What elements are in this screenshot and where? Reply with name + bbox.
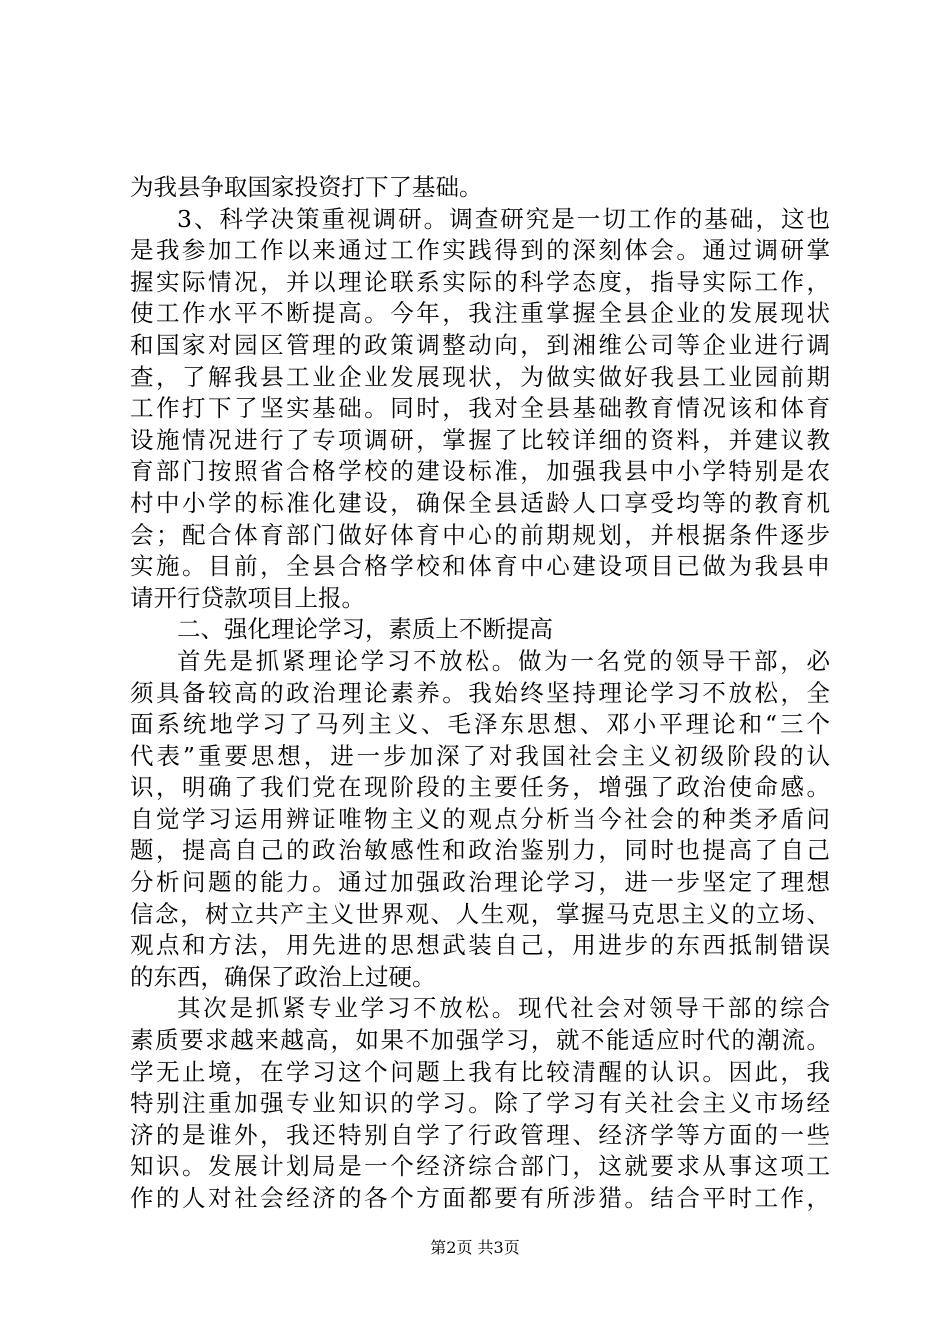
text-line: 3、科学决策重视调研。调查研究是一切工作的基础，这也 [177,204,830,233]
text-line: 实施。目前，全县合格学校和体育中心建设项目已做为我县申 [130,552,830,581]
text-line: 观点和方法，用先进的思想武装自己，用进步的东西抵制错误 [130,931,830,960]
text-line: 题，提高自己的政治敏感性和政治鉴别力，同时也提高了自己 [130,836,830,865]
text-line: 代表”重要思想，进一步加深了对我国社会主义初级阶段的认 [130,741,830,770]
text-line: 知识。发展计划局是一个经济综合部门，这就要求从事这项工 [130,1152,830,1181]
page-footer: 第2页 共3页 [430,1238,520,1257]
text-line: 育部门按照省合格学校的建设标准，加强我县中小学特别是农 [130,457,830,486]
text-line: 作的人对社会经济的各个方面都要有所涉猎。结合平时工作， [130,1184,830,1212]
text-line: 自觉学习运用辨证唯物主义的观点分析当今社会的种类矛盾问 [130,804,830,833]
text-line: 分析问题的能力。通过加强政治理论学习，进一步坚定了理想 [130,868,830,897]
text-line: 设施情况进行了专项调研，掌握了比较详细的资料，并建议教 [130,425,830,454]
text-line: 其次是抓紧专业学习不放松。现代社会对领导干部的综合 [177,994,830,1023]
text-line: 和国家对园区管理的政策调整动向，到湘维公司等企业进行调 [130,330,830,359]
text-line: 的东西，确保了政治上过硬。 [130,962,436,991]
text-line: 二、强化理论学习，素质上不断提高 [177,615,553,644]
text-line: 学无止境，在学习这个问题上我有比较清醒的认识。因此，我 [130,1057,830,1086]
text-line: 特别注重加强专业知识的学习。除了学习有关社会主义市场经 [130,1089,830,1118]
text-line: 须具备较高的政治理论素养。我始终坚持理论学习不放松，全 [130,678,830,707]
text-line: 识，明确了我们党在现阶段的主要任务，增强了政治使命感。 [130,773,830,802]
text-line: 会；配合体育部门做好体育中心的前期规划，并根据条件逐步 [130,520,830,549]
text-line: 素质要求越来越高，如果不加强学习，就不能适应时代的潮流。 [130,1026,830,1055]
document-body [130,172,830,1215]
text-line: 济的是谁外，我还特别自学了行政管理、经济学等方面的一些 [130,1120,830,1149]
text-line: 村中小学的标准化建设，确保全县适龄人口享受均等的教育机 [130,488,830,517]
text-line: 为我县争取国家投资打下了基础。 [130,173,483,201]
text-line: 是我参加工作以来通过工作实践得到的深刻体会。通过调研掌 [130,236,830,265]
text-line: 使工作水平不断提高。今年，我注重掌握全县企业的发展现状 [130,299,830,328]
text-line: 信念，树立共产主义世界观、人生观，掌握马克思主义的立场、 [130,899,830,928]
text-line: 工作打下了坚实基础。同时，我对全县基础教育情况该和体育 [130,394,830,423]
text-line: 请开行贷款项目上报。 [130,583,365,612]
text-line: 握实际情况，并以理论联系实际的科学态度，指导实际工作， [130,267,830,296]
text-line: 查，了解我县工业企业发展现状，为做实做好我县工业园前期 [130,362,830,391]
text-line: 面系统地学习了马列主义、毛泽东思想、邓小平理论和“三个 [130,710,830,739]
text-line: 首先是抓紧理论学习不放松。做为一名党的领导干部，必 [177,646,830,675]
